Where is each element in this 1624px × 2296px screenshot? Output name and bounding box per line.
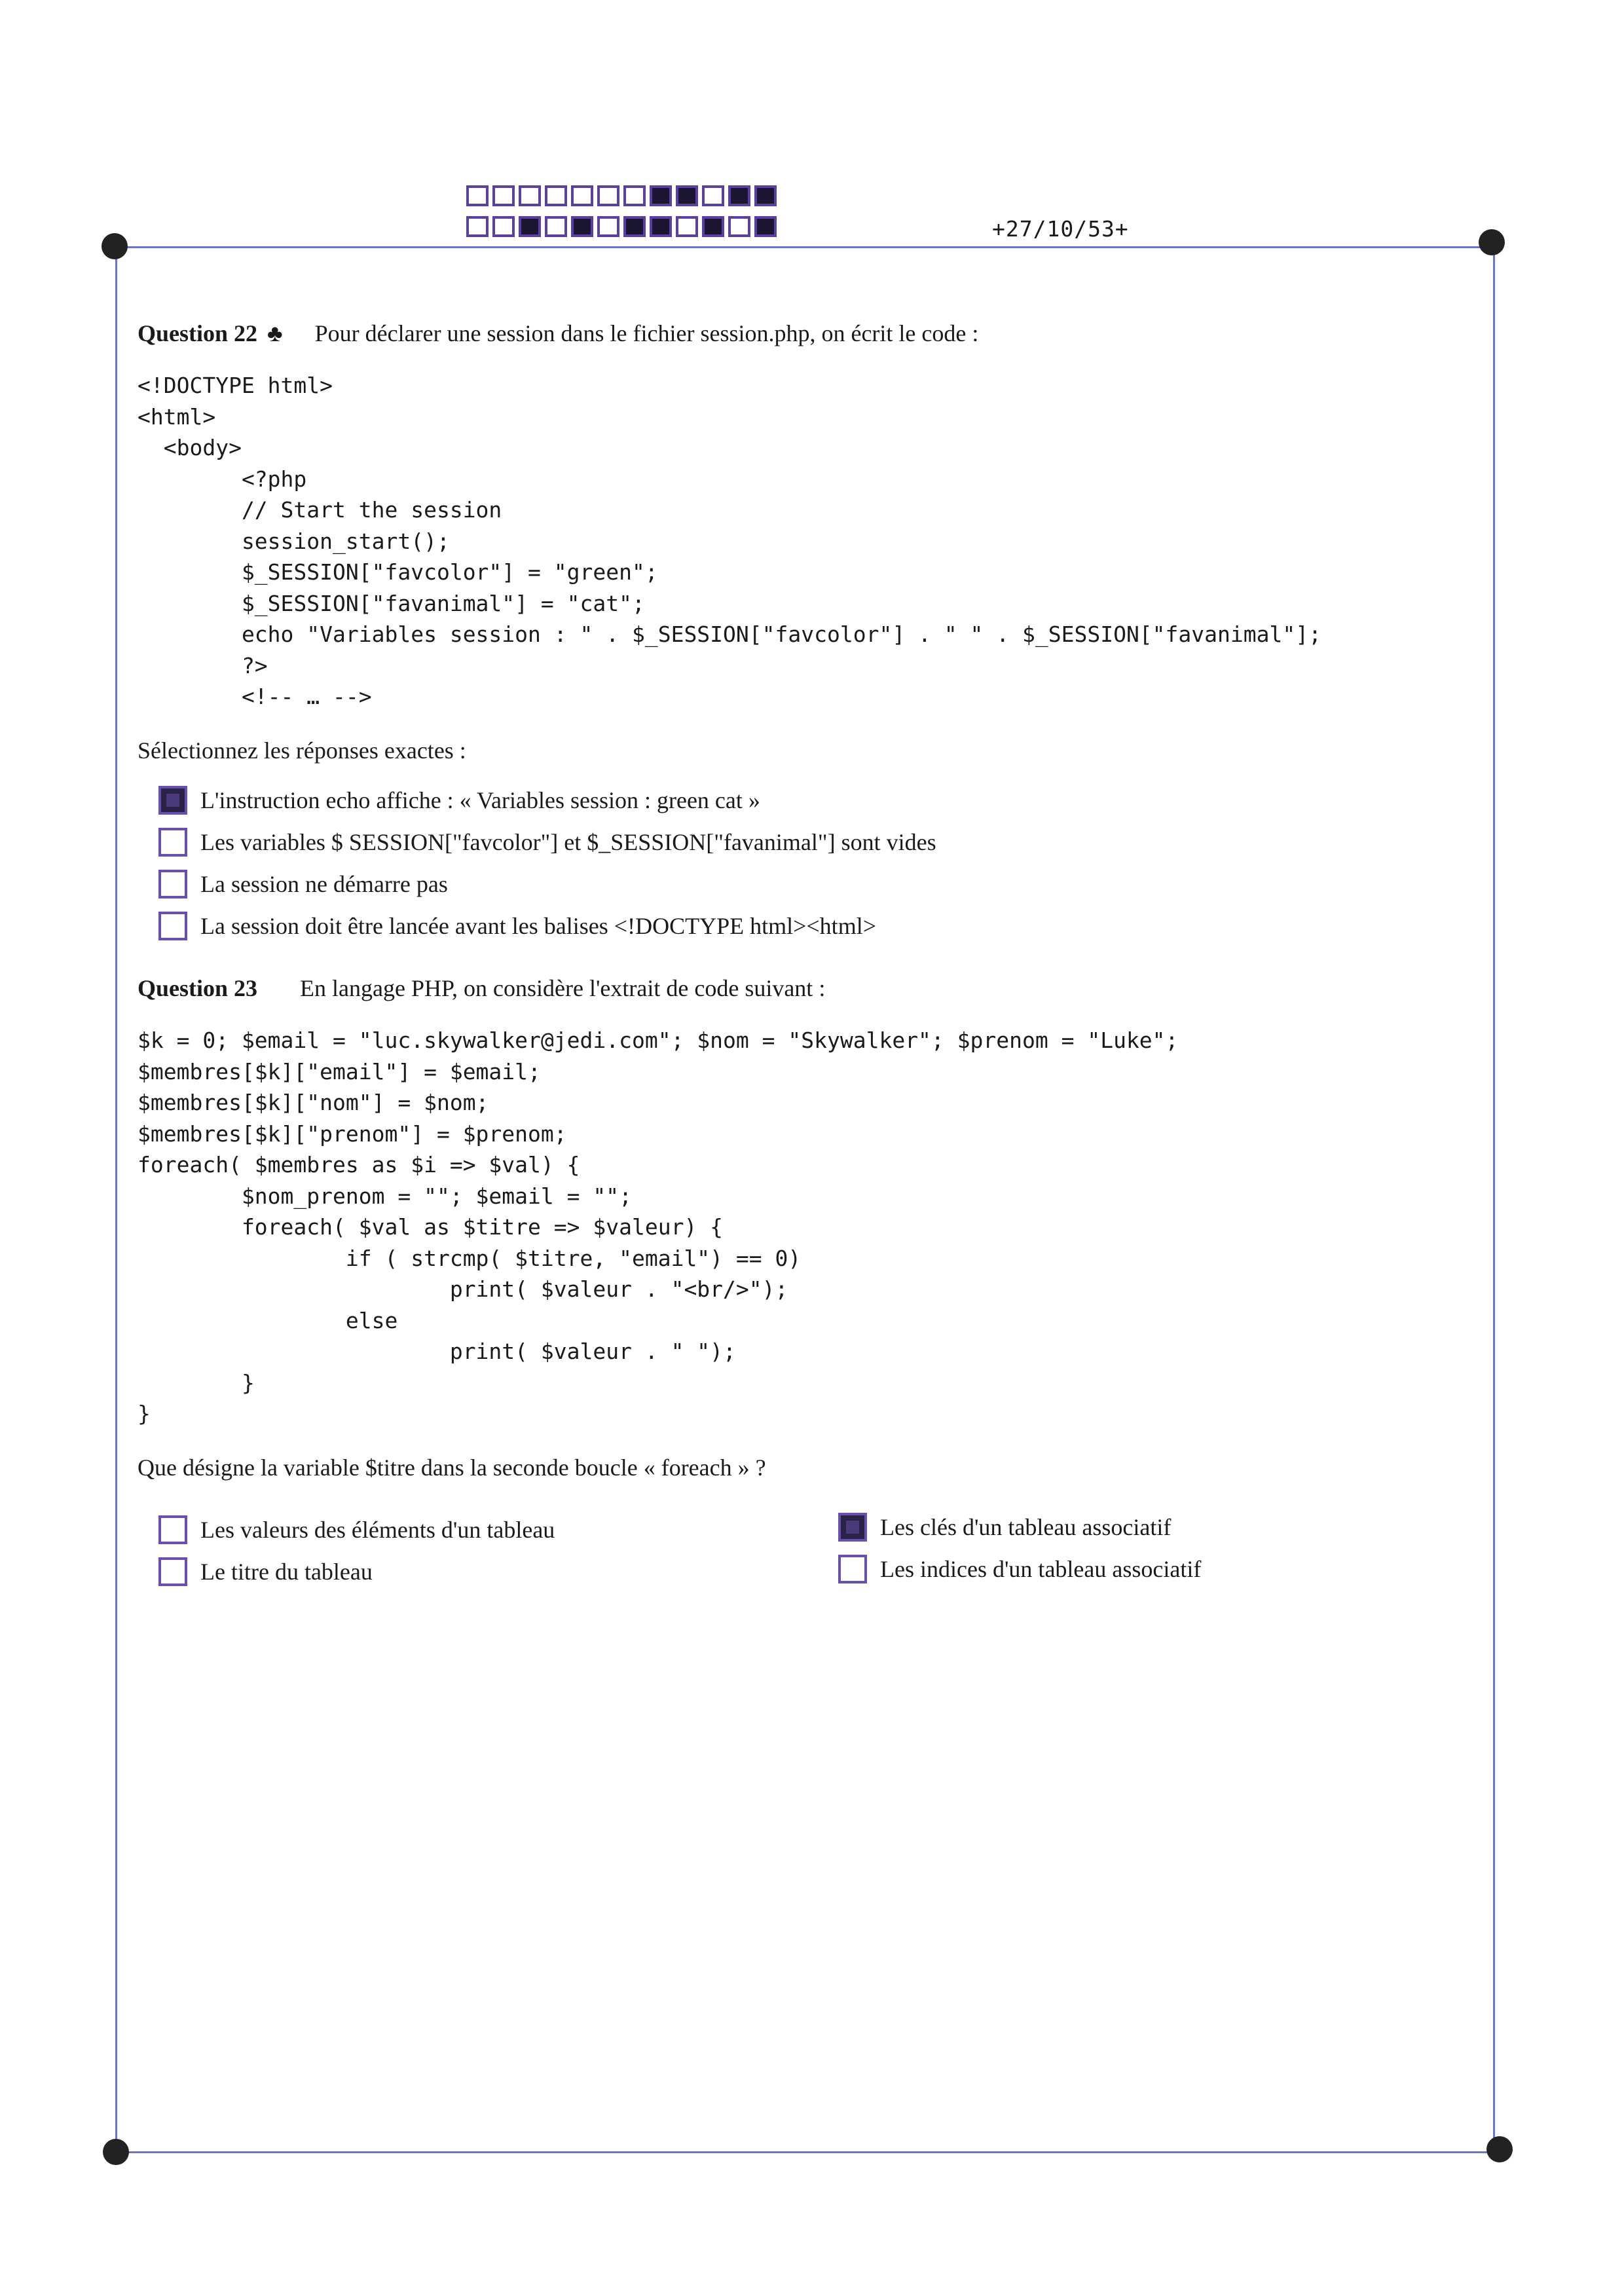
- question-22-label: Question 22: [138, 320, 258, 346]
- barcode-row-1-cell: [466, 185, 489, 206]
- barcode-row-2-cell: [492, 216, 515, 237]
- question-22-header: [138, 320, 978, 347]
- q23-option-4-checkbox[interactable]: [838, 1555, 867, 1583]
- q22-option-3-label: La session ne démarre pas: [200, 871, 448, 897]
- q23-option-3-label: Les clés d'un tableau associatif: [880, 1514, 1172, 1540]
- corner-marker-bottom-right: [1486, 2136, 1513, 2162]
- frame-left-line: [115, 246, 117, 2152]
- q23-option-3-checkbox[interactable]: [838, 1513, 867, 1542]
- barcode-row-1-cell: [676, 185, 698, 206]
- q23-option-2-label: Le titre du tableau: [200, 1559, 373, 1585]
- q23-option-1-label: Les valeurs des éléments d'un tableau: [200, 1517, 555, 1543]
- question-23-question: Que désigne la variable $titre dans la seconde boucle « foreach » ?: [138, 1454, 766, 1481]
- corner-marker-top-left: [101, 233, 128, 259]
- q23-option-3[interactable]: [838, 1513, 1171, 1542]
- question-22-code: <!DOCTYPE html> <html> <body> <?php // Start the session session_start(); $_SESSION["favcolor"] = "green"; $_SESSION["favanimal"] = "cat"; echo "Variables session : " . $_SESSION["favcolor"] . " " . $_SESSION["favanimal"]; ?> <!-- … -->: [138, 373, 1321, 709]
- q22-option-3-checkbox[interactable]: [158, 870, 187, 898]
- q22-option-2-label: Les variables $ SESSION["favcolor"] et $_SESSION["favanimal"] sont vides: [200, 829, 936, 855]
- frame-top-line: [115, 246, 1493, 248]
- barcode-row-1-cell: [597, 185, 619, 206]
- barcode-row-1: [466, 185, 777, 206]
- barcode-row-1-cell: [650, 185, 672, 206]
- q22-option-2-checkbox[interactable]: [158, 828, 187, 857]
- barcode-row-2-cell: [466, 216, 489, 237]
- barcode-row-1-cell: [728, 185, 750, 206]
- question-23-header: [138, 974, 825, 1002]
- q23-option-1[interactable]: [158, 1515, 555, 1544]
- barcode-row-1-cell: [545, 185, 567, 206]
- barcode-row-2: [466, 216, 777, 237]
- question-22-prompt: Pour déclarer une session dans le fichier session.php, on écrit le code :: [314, 320, 979, 346]
- club-icon: ♣: [267, 320, 283, 346]
- barcode-row-2-cell: [571, 216, 593, 237]
- barcode-row-2-cell: [519, 216, 541, 237]
- barcode-row-2-cell: [545, 216, 567, 237]
- q22-option-4[interactable]: [158, 912, 876, 940]
- q23-option-1-checkbox[interactable]: [158, 1515, 187, 1544]
- barcode-row-2-cell: [702, 216, 724, 237]
- barcode-row-1-cell: [492, 185, 515, 206]
- frame-right-line: [1493, 246, 1495, 2152]
- question-23-prompt: En langage PHP, on considère l'extrait de code suivant :: [300, 975, 826, 1001]
- barcode-row-2-cell: [623, 216, 646, 237]
- page-identifier: +27/10/53+: [992, 216, 1129, 242]
- barcode-row-1-cell: [702, 185, 724, 206]
- q22-option-1-label: L'instruction echo affiche : « Variables session : green cat »: [200, 787, 760, 813]
- corner-marker-top-right: [1479, 229, 1505, 255]
- barcode-row-2-cell: [728, 216, 750, 237]
- q23-option-2[interactable]: [158, 1557, 373, 1586]
- barcode-row-1-cell: [623, 185, 646, 206]
- barcode-row-2-cell: [650, 216, 672, 237]
- barcode-row-1-cell: [571, 185, 593, 206]
- frame-bottom-line: [115, 2151, 1500, 2153]
- barcode-row-1-cell: [519, 185, 541, 206]
- q23-option-4[interactable]: [838, 1555, 1201, 1583]
- q23-option-2-checkbox[interactable]: [158, 1557, 187, 1586]
- question-22-instruction: Sélectionnez les réponses exactes :: [138, 737, 466, 764]
- barcode-row-2-cell: [676, 216, 698, 237]
- q22-option-1-checkbox[interactable]: [158, 786, 187, 815]
- q23-option-4-label: Les indices d'un tableau associatif: [880, 1556, 1202, 1582]
- q22-option-4-label: La session doit être lancée avant les balises <!DOCTYPE html><html>: [200, 913, 876, 939]
- q22-option-4-checkbox[interactable]: [158, 912, 187, 940]
- question-23-label: Question 23: [138, 975, 258, 1001]
- barcode-row-2-cell: [754, 216, 777, 237]
- q22-option-2[interactable]: [158, 828, 936, 857]
- q22-option-1[interactable]: [158, 786, 760, 815]
- corner-marker-bottom-left: [103, 2139, 129, 2165]
- barcode-row-1-cell: [754, 185, 777, 206]
- question-23-code: $k = 0; $email = "luc.skywalker@jedi.com"; $nom = "Skywalker"; $prenom = "Luke"; $membres[$k]["email"] = $email; $membres[$k]["nom"] = $nom; $membres[$k]["prenom"] = $prenom; foreach( $membres as $i => $val) { $nom_prenom = ""; $email = ""; foreach( $val as $titre => $valeur) { if ( strcmp( $titre, "email") == 0) print( $valeur . "<br/>"); else print( $valeur . " "); } }: [138, 1028, 1179, 1426]
- barcode-row-2-cell: [597, 216, 619, 237]
- q22-option-3[interactable]: [158, 870, 448, 898]
